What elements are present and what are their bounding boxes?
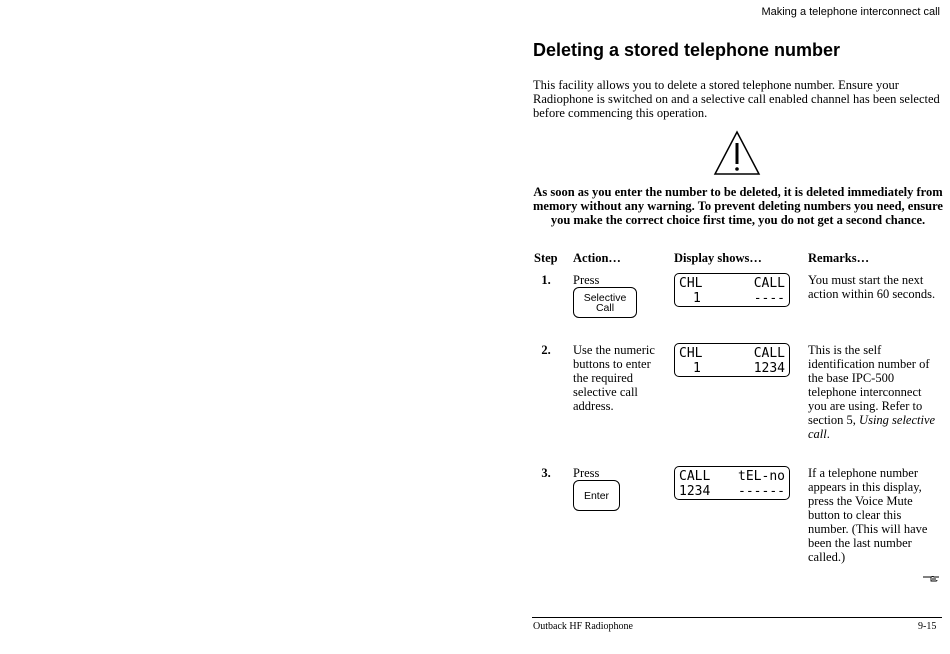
action-text: Use the numeric buttons to enter the required selective call address.: [573, 343, 655, 413]
pointing-hand-icon: [922, 573, 940, 583]
lcd-text: ----: [753, 291, 785, 306]
intro-paragraph: This facility allows you to delete a stored telephone number. Ensure your Radiophone is switched on and a selective call enabled channel has been selected before commencing this operation.: [533, 78, 940, 120]
lcd-display: [674, 273, 790, 307]
lcd-text: CALL: [753, 346, 785, 361]
header-display: Display shows…: [674, 251, 762, 265]
remark-text: [808, 343, 936, 441]
step-number: 1.: [541, 273, 551, 287]
step-number: 2.: [541, 343, 551, 357]
footer-product: Outback HF Radiophone: [533, 621, 633, 632]
header-step: Step: [534, 251, 558, 265]
enter-button[interactable]: [573, 480, 620, 511]
header-remarks: Remarks…: [808, 251, 870, 265]
remark-text: If a telephone number appears in this display, press the Voice Mute button to clear this number. (This will have been the last number called.): [808, 466, 928, 564]
lcd-display: [674, 466, 790, 500]
lcd-text: 1234: [753, 361, 785, 376]
footer-rule: [532, 617, 942, 618]
button-label-line2: Call: [595, 301, 615, 314]
remark-text: You must start the next action within 60 seconds.: [808, 273, 936, 301]
lcd-text: 1234: [679, 484, 711, 499]
page-title: Deleting a stored telephone number: [533, 40, 841, 60]
action-text: Press: [573, 273, 600, 287]
lcd-display: [674, 343, 790, 377]
lcd-text: CHL: [679, 276, 703, 291]
header-action: Action…: [573, 251, 621, 265]
remark-end: .: [826, 427, 830, 441]
remark-body: This is the self identification number of the base IPC-500 telephone interconnect you are using. Refer to section 5,: [808, 343, 930, 427]
page-number: 9-15: [918, 621, 937, 632]
selective-call-button[interactable]: [573, 287, 637, 318]
warning-triangle-icon: [713, 130, 761, 176]
lcd-text: 1: [693, 291, 701, 306]
lcd-text: ------: [738, 484, 785, 499]
running-header: Making a telephone interconnect call: [761, 6, 940, 18]
step-number: 3.: [541, 466, 551, 480]
action-text: Press: [573, 466, 600, 480]
remark-reference: Using selective call: [808, 413, 936, 441]
warning-text: As soon as you enter the number to be deleted, it is deleted immediately from memory without any warning. To prevent deleting numbers you need, ensure you make the correct choice first time, you do not get a second chance.: [533, 185, 943, 227]
lcd-text: 1: [693, 361, 701, 376]
lcd-text: CALL: [679, 469, 711, 484]
lcd-text: tEL-no: [738, 469, 785, 484]
button-label-line1: Selective: [583, 291, 627, 304]
lcd-text: CALL: [753, 276, 785, 291]
lcd-text: CHL: [679, 346, 703, 361]
button-label-line1: Enter: [583, 489, 610, 502]
